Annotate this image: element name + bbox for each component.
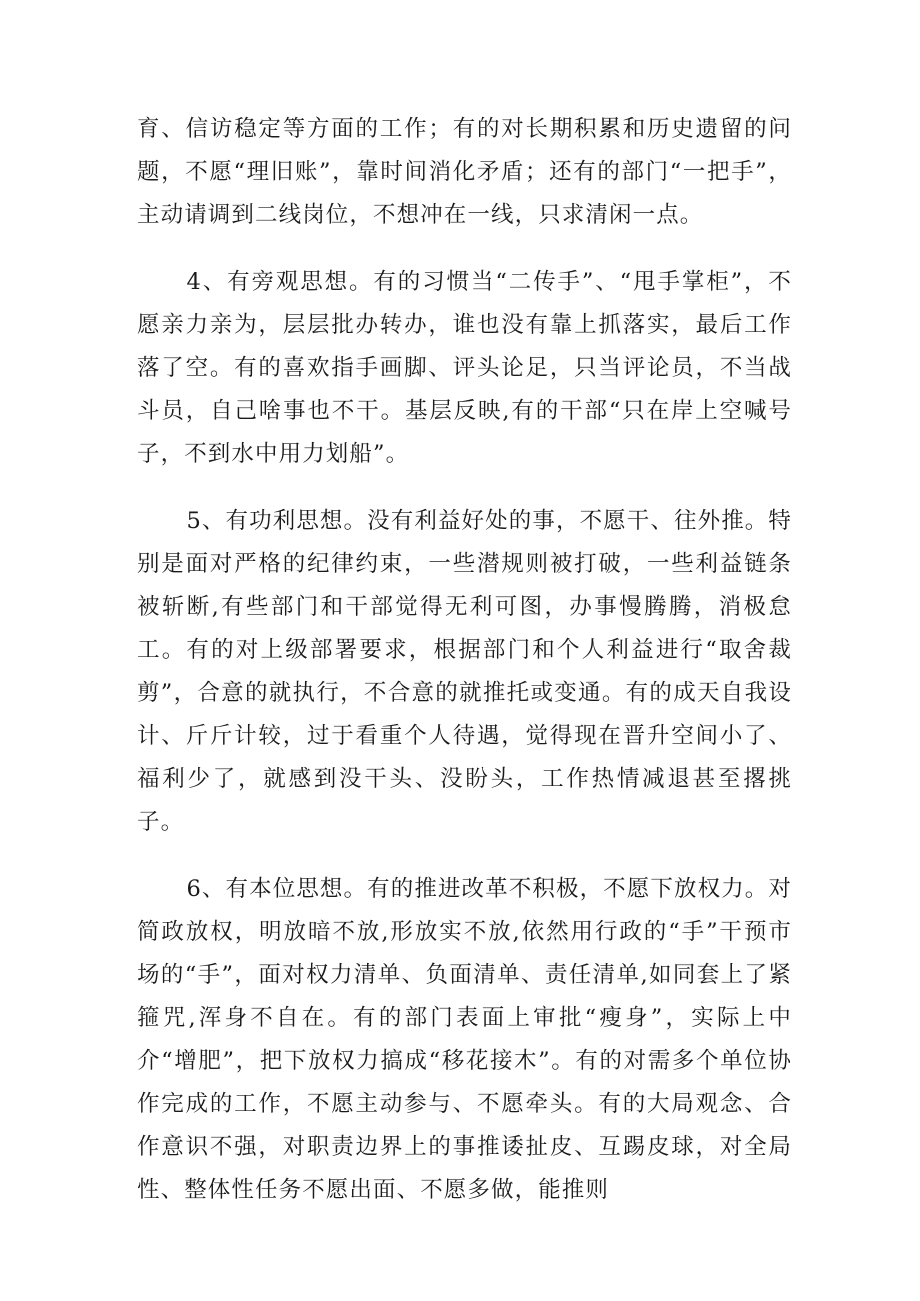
paragraph-item-6: 6、有本位思想。有的推进改革不积极，不愿下放权力。对简政放权，明放暗不放,形放实不放,依然用行政的“手”干预市场的“手”，面对权力清单、负面清单、责任清单,如同套上了紧箍咒,浑身不自在。有的部门表面上审批“瘦身”，实际上中介“增肥”，把下放权力搞成“移花接木”。有的对需多个单位协作完成的工作，不愿主动参与、不愿牵头。有的大局观念、合作意识不强，对职责边界上的事推诿扯皮、互踢皮球，对全局性、整体性任务不愿出面、不愿多做，能推则 bbox=[137, 876, 792, 1203]
paragraph-item-4: 4、有旁观思想。有的习惯当“二传手”、“甩手掌柜”，不愿亲力亲为，层层批办转办，谁也没有靠上抓落实，最后工作落了空。有的喜欢指手画脚、评头论足，只当评论员，不当战斗员，自己啥事也不干。基层反映,有的干部“只在岸上空喊号子，不到水中用力划船”。 bbox=[137, 269, 792, 467]
paragraph-continuation: 育、信访稳定等方面的工作；有的对长期积累和历史遗留的问题，不愿“理旧账”，靠时间消化矛盾；还有的部门“一把手”，主动请调到二线岗位，不想冲在一线，只求清闲一点。 bbox=[137, 116, 792, 228]
document-page bbox=[137, 108, 792, 1236]
paragraph-item-5: 5、有功利思想。没有利益好处的事，不愿干、往外推。特别是面对严格的纪律约束，一些潜规则被打破，一些利益链条被斩断,有些部门和干部觉得无利可图，办事慢腾腾，消极怠工。有的对上级部署要求，根据部门和个人利益进行“取舍裁剪”，合意的就执行，不合意的就推托或变通。有的成天自我设计、斤斤计较，过于看重个人待遇，觉得现在晋升空间小了、福利少了，就感到没干头、没盼头，工作热情减退甚至撂挑子。 bbox=[137, 508, 792, 835]
